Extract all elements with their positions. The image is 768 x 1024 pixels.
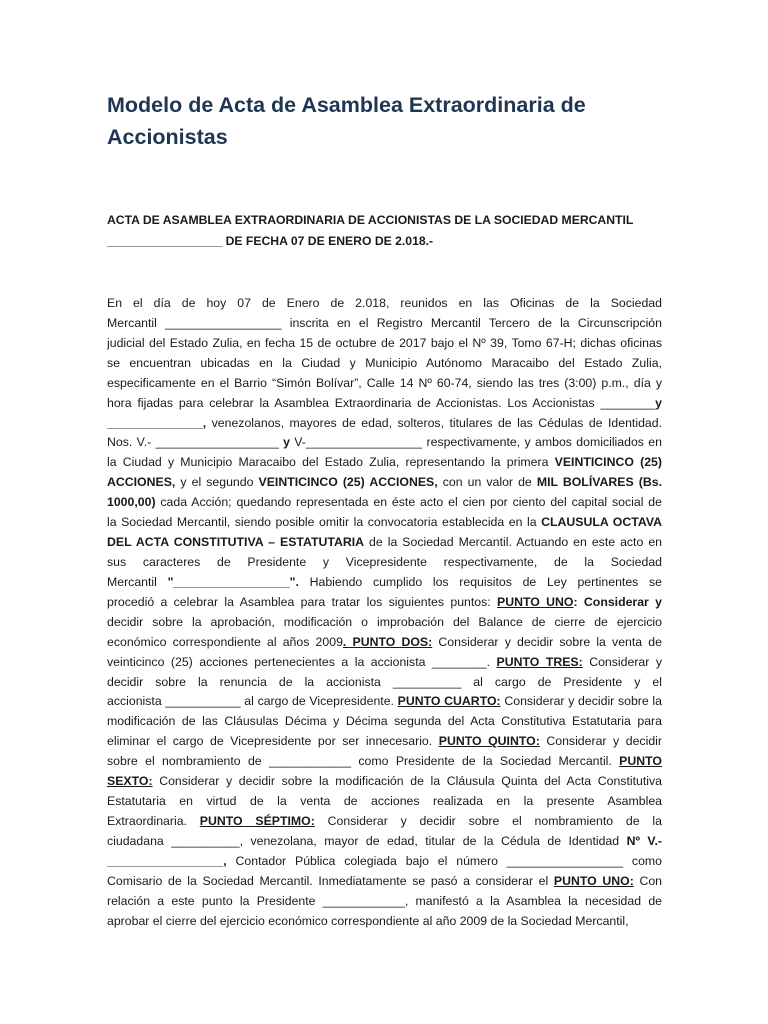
- text-run: venezolanos, mayores de edad, solteros, titulares de las Cédulas de Identidad.: [206, 415, 662, 430]
- text-run: Comisario de la Sociedad Mercantil. Inmediatamente se pasó a considerar el: [107, 873, 554, 888]
- body-line: [107, 832, 662, 852]
- bold-text: 1000,00): [107, 495, 156, 510]
- text-run: V-_________________ respectivamente, y ambos domiciliados en: [289, 435, 662, 450]
- bold-text: VEINTICINCO (25) ACCIONES,: [258, 475, 438, 490]
- body-line: [107, 573, 662, 593]
- body-line: [107, 752, 662, 772]
- text-run: Extraordinaria.: [107, 813, 200, 828]
- text-run: de la Sociedad Mercantil. Actuando en este acto en: [364, 535, 662, 550]
- bold-text: ACCIONES,: [107, 475, 176, 490]
- document-title: [107, 89, 667, 153]
- text-run: veinticinco (25) acciones pertenecientes a la accionista ________.: [107, 654, 497, 669]
- body-line: [107, 633, 662, 653]
- text-run: la Ciudad y Municipio Maracaibo del Estado Zulia, representando la primera: [107, 455, 555, 470]
- body-line: se encuentran ubicadas en la Ciudad y Municipio Autónomo Maracaibo del Estado Zulia,: [107, 355, 662, 370]
- text-run: Mercantil: [107, 574, 168, 589]
- document-title-line-2: Accionistas: [107, 125, 228, 149]
- body-line: [107, 433, 662, 453]
- body-line: [107, 473, 662, 493]
- text-run: Considerar y decidir: [539, 734, 662, 749]
- text-run: Nos. V.- __________________: [107, 435, 284, 450]
- body-line: En el día de hoy 07 de Enero de 2.018, reunidos en las Oficinas de la Sociedad: [107, 296, 662, 310]
- bold-text: MIL BOLÍVARES (Bs.: [536, 475, 662, 490]
- text-run: y el segundo: [175, 475, 259, 490]
- body-line: sus caracteres de Presidente y Vicepresidente respectivamente, de la Sociedad: [107, 554, 662, 569]
- bold-text: : Considerar y: [573, 594, 662, 609]
- punto-heading: PUNTO UNO:: [553, 873, 634, 888]
- acta-heading-line-2: _________________ DE FECHA 07 DE ENERO DE 2.018.-: [107, 234, 434, 248]
- text-run: Considerar y decidir sobre la venta de: [432, 634, 662, 649]
- bold-text: VEINTICINCO (25): [554, 455, 662, 470]
- body-line: [107, 453, 662, 473]
- punto-heading: PUNTO UNO: [497, 594, 574, 609]
- body-line: aprobar el cierre del ejercicio económico correspondiente al año 2009 de la Sociedad Mercantil,: [107, 913, 629, 928]
- acta-heading-line-1: ACTA DE ASAMBLEA EXTRAORDINARIA DE ACCIONISTAS DE LA SOCIEDAD MERCANTIL: [107, 213, 634, 227]
- text-run: cada Acción; quedando representada en éste acto el cien por ciento del capital social de: [155, 495, 662, 510]
- text-run: sobre el nombramiento de ____________ como Presidente de la Sociedad Mercantil.: [107, 754, 620, 769]
- body-line: [107, 772, 662, 792]
- text-run: Considerar y decidir sobre la modificación de la Cláusula Quinta del Acta Constitutiva: [152, 774, 662, 789]
- bold-text: y: [655, 395, 662, 410]
- body-line: [107, 493, 662, 513]
- body-line: [107, 692, 662, 712]
- body-line: judicial del Estado Zulia, en fecha 15 de octubre de 2017 bajo el Nº 39, Tomo 67-H; dichas oficinas: [107, 335, 662, 350]
- text-run: Habiendo cumplido los requisitos de Ley pertinentes se: [298, 574, 662, 589]
- body-line: [107, 872, 662, 892]
- punto-heading: . PUNTO DOS:: [342, 634, 433, 649]
- bold-text: _________________,: [107, 853, 227, 868]
- text-run: accionista ___________ al cargo de Vicepresidente.: [107, 694, 398, 709]
- body-line: especificamente en el Barrio “Simón Bolívar”, Calle 14 Nº 60-74, siendo las tres (3:00) p.m., día y: [107, 375, 662, 390]
- text-run: la Sociedad Mercantil, siendo posible omitir la convocatoria establecida en la: [107, 515, 542, 530]
- punto-heading: PUNTO: [619, 754, 662, 769]
- bold-text: DEL ACTA CONSTITUTIVA – ESTATUTARIA: [107, 535, 365, 550]
- text-run: Considerar y decidir sobre el nombramiento de la: [314, 813, 662, 828]
- text-run: eliminar el cargo de Vicepresidente por ser innecesario.: [107, 734, 439, 749]
- punto-heading: PUNTO QUINTO:: [438, 734, 540, 749]
- body-line: [107, 394, 662, 414]
- punto-heading: PUNTO TRES:: [496, 654, 583, 669]
- body-line: [107, 414, 662, 434]
- text-run: Contador Pública colegiada bajo el número _________________ como: [226, 853, 662, 868]
- acta-body: [107, 294, 662, 932]
- body-line: modificación de las Cláusulas Décima y Décima segunda del Acta Constitutiva Estatutaria para: [107, 714, 662, 729]
- body-line: Mercantil _________________ inscrita en el Registro Mercantil Tercero de la Circunscripción: [107, 315, 662, 330]
- bold-text: CLAUSULA OCTAVA: [541, 515, 662, 530]
- text-run: ciudadana __________, venezolana, mayor de edad, titular de la Cédula de Identidad: [107, 833, 627, 848]
- document-title-line-1: Modelo de Acta de Asamblea Extraordinaria de: [107, 93, 586, 117]
- bold-text: ______________,: [107, 415, 207, 430]
- punto-heading: PUNTO CUARTO:: [397, 694, 501, 709]
- body-line: [107, 533, 662, 553]
- body-line: [107, 812, 662, 832]
- body-line: [107, 513, 662, 533]
- body-line: Estatutaria en virtud de la venta de acciones realizada en la presente Asamblea: [107, 794, 662, 809]
- bold-text: y: [283, 435, 290, 450]
- body-line: [107, 593, 662, 613]
- text-run: Con: [633, 873, 662, 888]
- body-line: relación a este punto la Presidente ____________, manifestó a la Asamblea la necesidad de: [107, 893, 662, 908]
- body-line: decidir sobre la aprobación, modificación o improbación del Balance de cierre de ejercicio: [107, 614, 662, 629]
- text-run: con un valor de: [437, 475, 537, 490]
- text-run: hora fijadas para celebrar la Asamblea Extraordinaria de Accionistas. Los Accionistas ________: [107, 395, 656, 410]
- punto-heading: SEXTO:: [107, 774, 153, 789]
- text-run: económico correspondiente al años 2009: [107, 634, 343, 649]
- acta-heading: [107, 210, 667, 252]
- bold-text: "_________________".: [167, 574, 299, 589]
- text-run: procedió a celebrar la Asamblea para tratar los siguientes puntos:: [107, 594, 498, 609]
- text-run: Considerar y: [582, 654, 662, 669]
- bold-text: Nº V.-: [626, 833, 662, 848]
- body-line: decidir sobre la renuncia de la accionista __________ al cargo de Presidente y el: [107, 674, 662, 689]
- body-line: [107, 653, 662, 673]
- body-line: [107, 852, 662, 872]
- body-line: [107, 732, 662, 752]
- punto-heading: PUNTO SÉPTIMO:: [199, 813, 315, 828]
- text-run: Considerar y decidir sobre la: [500, 694, 662, 709]
